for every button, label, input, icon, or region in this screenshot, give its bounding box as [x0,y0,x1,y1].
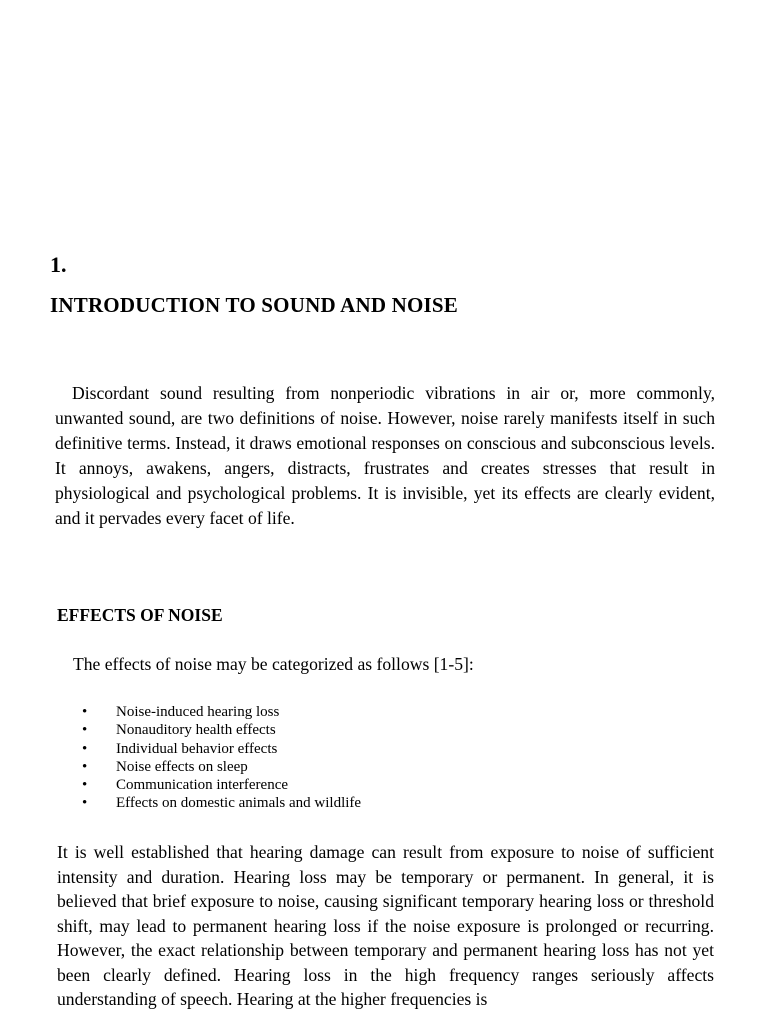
section-heading: EFFECTS OF NOISE [57,605,223,625]
list-item [80,758,361,776]
list-item [80,776,361,794]
bullet-icon: • [82,704,88,720]
effects-list [80,703,361,813]
list-item-label: Effects on domestic animals and wildlife [116,795,362,812]
list-item-label: Individual behavior effects [116,740,278,757]
list-item-label: Noise-induced hearing loss [116,704,280,720]
intro-paragraph: Discordant sound resulting from nonperiodic vibrations in air or, more commonly, unwanted sound, are two definitions of noise. However, noise rarely manifests itself in such definitive terms. Instead, it draws emotional responses on conscious and subconscious levels. It annoys, awakens, angers, distracts, frustrates and creates stresses that result in physiological and psychological problems. It is invisible, yet its effects are clearly evident, and it pervades every facet of life. [55,383,715,528]
list-item-label: Communication interference [116,777,289,794]
bullet-icon: • [82,777,88,794]
bullet-icon: • [82,795,88,812]
bullet-icon: • [82,758,88,775]
bullet-icon: • [82,722,88,739]
chapter-number: 1. [50,252,67,277]
list-item [80,703,361,721]
hearing-loss-paragraph: It is well established that hearing damage can result from exposure to noise of sufficient intensity and duration. Hearing loss may be temporary or permanent. In general, it is believed that brief exposure to noise, causing significant temporary hearing loss or threshold shift, may lead to permanent hearing loss if the noise exposure is prolonged or recurring. However, the exact relationship between temporary and permanent hearing loss has not yet been clearly defined. Hearing loss in the high frequency ranges seriously affects understanding of speech. Hearing at the higher frequencies is [57,842,714,1009]
chapter-title: INTRODUCTION TO SOUND AND NOISE [50,293,459,317]
effects-intro: The effects of noise may be categorized as follows [1-5]: [73,654,474,674]
bullet-icon: • [82,740,88,757]
list-item [80,740,361,758]
list-item-label: Nonauditory health effects [116,722,276,739]
list-item-label: Noise effects on sleep [116,758,248,775]
list-item [80,721,361,739]
list-item [80,794,361,812]
